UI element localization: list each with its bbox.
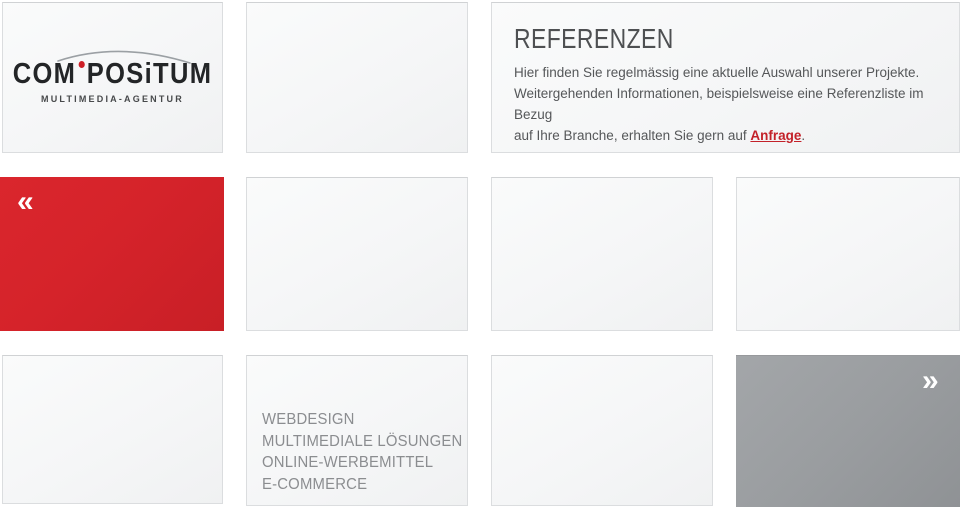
slide-placeholder-2 bbox=[246, 177, 468, 331]
compositum-wordmark bbox=[12, 58, 213, 90]
slide-placeholder-4 bbox=[736, 177, 960, 331]
carousel-prev-slide[interactable] bbox=[0, 177, 224, 331]
intro-line-3: auf Ihre Branche, erhalten Sie gern auf bbox=[514, 128, 751, 143]
slide-placeholder-5 bbox=[2, 355, 223, 504]
services-list bbox=[262, 409, 478, 495]
service-item-webdesign: WEBDESIGN bbox=[262, 411, 355, 428]
prev-chevrons-icon[interactable]: « bbox=[17, 185, 34, 218]
intro-line-2: Weitergehenden Informationen, beispielsweise eine Referenzliste im Bezug bbox=[514, 86, 924, 122]
service-item-multimedia: MULTIMEDIALE LÖSUNGEN bbox=[262, 432, 463, 450]
slide-placeholder-6 bbox=[491, 355, 713, 506]
slide-placeholder-3 bbox=[491, 177, 713, 331]
wordmark-right: POSiTUM bbox=[86, 58, 213, 90]
slide-placeholder-1 bbox=[246, 2, 468, 153]
compositum-logo-card[interactable] bbox=[2, 2, 223, 153]
wordmark-left: COM bbox=[12, 58, 77, 90]
intro-text bbox=[514, 62, 946, 146]
service-item-ecommerce: E-COMMERCE bbox=[262, 475, 368, 493]
services-card bbox=[246, 355, 468, 506]
carousel-next-slide[interactable] bbox=[736, 355, 960, 507]
page-title: REFERENZEN bbox=[514, 23, 674, 54]
logo-red-dot-icon bbox=[79, 61, 85, 68]
anfrage-link[interactable]: Anfrage bbox=[750, 128, 802, 143]
referenzen-intro-card bbox=[491, 2, 960, 153]
intro-line-1: Hier finden Sie regelmässig eine aktuelle Auswahl unserer Projekte. bbox=[514, 65, 920, 80]
next-chevrons-icon[interactable]: » bbox=[922, 364, 939, 397]
logo-tagline: MULTIMEDIA-AGENTUR bbox=[41, 94, 184, 104]
service-item-werbemittel: ONLINE-WERBEMITTEL bbox=[262, 454, 434, 471]
intro-line-3-end: . bbox=[801, 128, 806, 143]
